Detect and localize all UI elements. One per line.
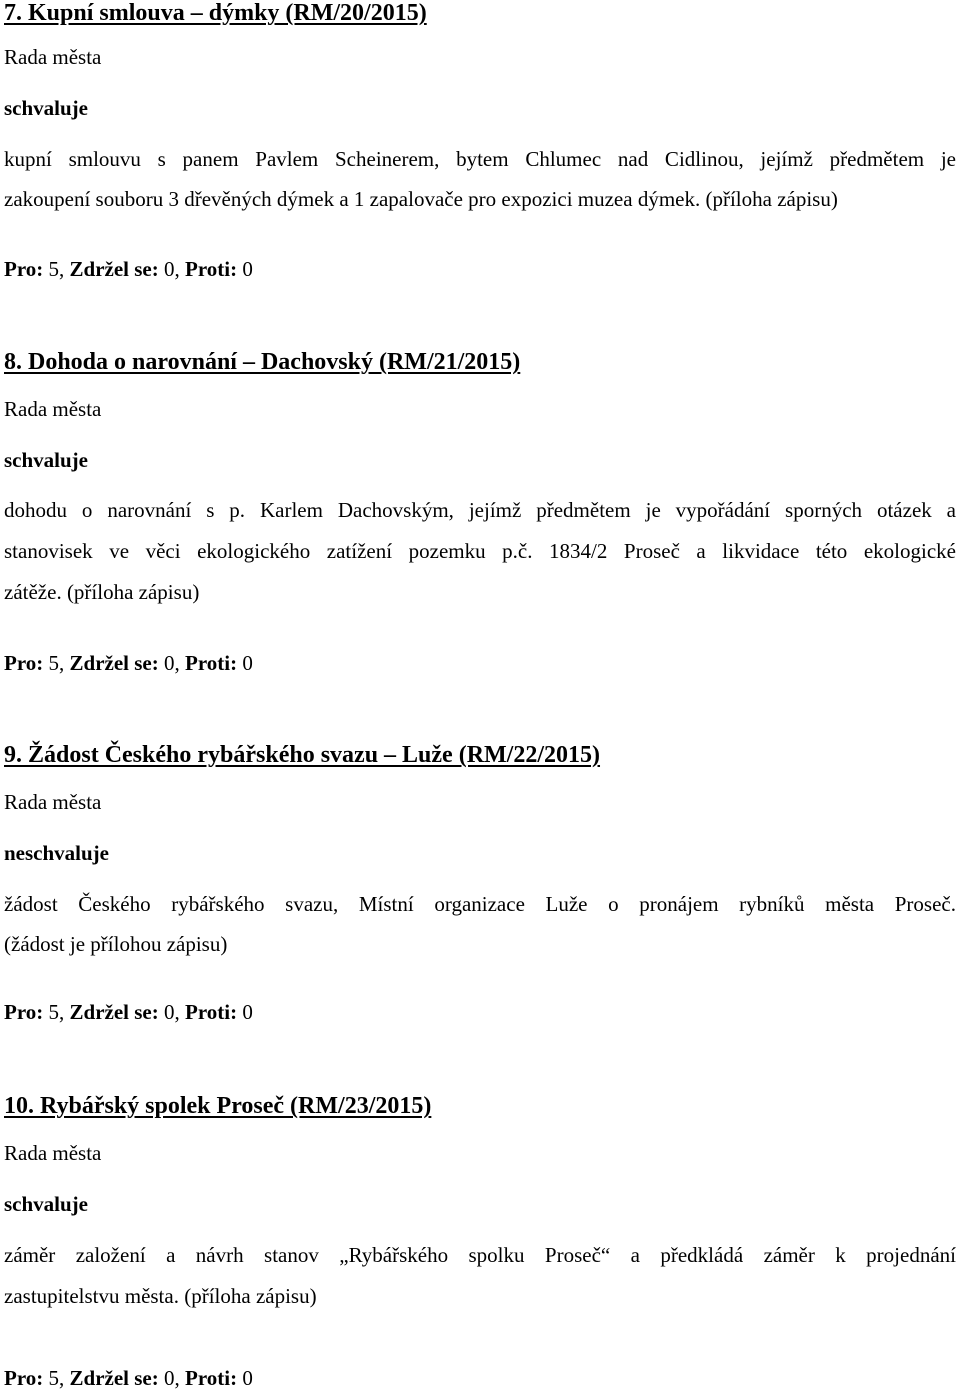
- vote-abstain-value: 0,: [164, 257, 180, 281]
- vote-pro-value: 5,: [48, 257, 65, 281]
- vote-against-label: Proti:: [185, 1000, 238, 1024]
- body-label: Rada města: [4, 45, 102, 69]
- vote-pro-label: Pro:: [4, 651, 44, 675]
- resolution-text-line: záměr založení a návrh stanov „Rybářského spolku Proseč“ a předkládá záměr k projednání: [4, 1243, 956, 1267]
- resolution-text-line: kupní smlouvu s panem Pavlem Scheinerem, bytem Chlumec nad Cidlinou, jejímž předmětem je: [4, 147, 956, 171]
- resolution-text-line: zakoupení souboru 3 dřevěných dýmek a 1 zapalovače pro expozici muzea dýmek. (příloha zápisu): [4, 187, 838, 211]
- vote-pro-label: Pro:: [4, 257, 44, 281]
- item-heading: 7. Kupní smlouva – dýmky (RM/20/2015): [4, 0, 427, 26]
- vote-abstain-value: 0,: [164, 1000, 180, 1024]
- resolution-text-line: stanovisek ve věci ekologického zatížení pozemku p.č. 1834/2 Proseč a likvidace této ekologické: [4, 539, 956, 563]
- vote-against-value: 0: [242, 651, 253, 675]
- resolution-text-line: dohodu o narovnání s p. Karlem Dachovským, jejímž předmětem je vypořádání sporných otázek a: [4, 498, 956, 522]
- decision-verb: schvaluje: [4, 1192, 88, 1216]
- vote-against-label: Proti:: [185, 1366, 238, 1390]
- vote-abstain-value: 0,: [164, 651, 180, 675]
- vote-abstain-label: Zdržel se:: [69, 1366, 159, 1390]
- item-heading: 8. Dohoda o narovnání – Dachovský (RM/21/2015): [4, 349, 521, 375]
- vote-result: [4, 256, 253, 282]
- body-label: Rada města: [4, 1141, 102, 1165]
- vote-pro-label: Pro:: [4, 1000, 44, 1024]
- vote-against-label: Proti:: [185, 257, 238, 281]
- item-heading: 9. Žádost Českého rybářského svazu – Luže (RM/22/2015): [4, 742, 601, 768]
- resolution-text-line: zastupitelstvu města. (příloha zápisu): [4, 1284, 317, 1308]
- body-label: Rada města: [4, 397, 102, 421]
- vote-abstain-label: Zdržel se:: [69, 257, 159, 281]
- vote-result: [4, 999, 253, 1025]
- decision-verb: neschvaluje: [4, 841, 109, 865]
- vote-pro-value: 5,: [48, 1000, 65, 1024]
- vote-result: [4, 1365, 253, 1391]
- vote-against-value: 0: [242, 1366, 253, 1390]
- item-heading: 10. Rybářský spolek Proseč (RM/23/2015): [4, 1093, 432, 1119]
- resolution-text-line: zátěže. (příloha zápisu): [4, 580, 200, 604]
- resolution-text-line: (žádost je přílohou zápisu): [4, 932, 228, 956]
- vote-pro-value: 5,: [48, 651, 65, 675]
- resolution-text-line: žádost Českého rybářského svazu, Místní organizace Luže o pronájem rybníků města Proseč.: [4, 892, 956, 916]
- body-label: Rada města: [4, 790, 102, 814]
- vote-pro-label: Pro:: [4, 1366, 44, 1390]
- vote-against-value: 0: [242, 1000, 253, 1024]
- decision-verb: schvaluje: [4, 448, 88, 472]
- vote-pro-value: 5,: [48, 1366, 65, 1390]
- vote-result: [4, 650, 253, 676]
- vote-against-label: Proti:: [185, 651, 238, 675]
- vote-abstain-value: 0,: [164, 1366, 180, 1390]
- decision-verb: schvaluje: [4, 96, 88, 120]
- vote-abstain-label: Zdržel se:: [69, 651, 159, 675]
- vote-abstain-label: Zdržel se:: [69, 1000, 159, 1024]
- vote-against-value: 0: [242, 257, 253, 281]
